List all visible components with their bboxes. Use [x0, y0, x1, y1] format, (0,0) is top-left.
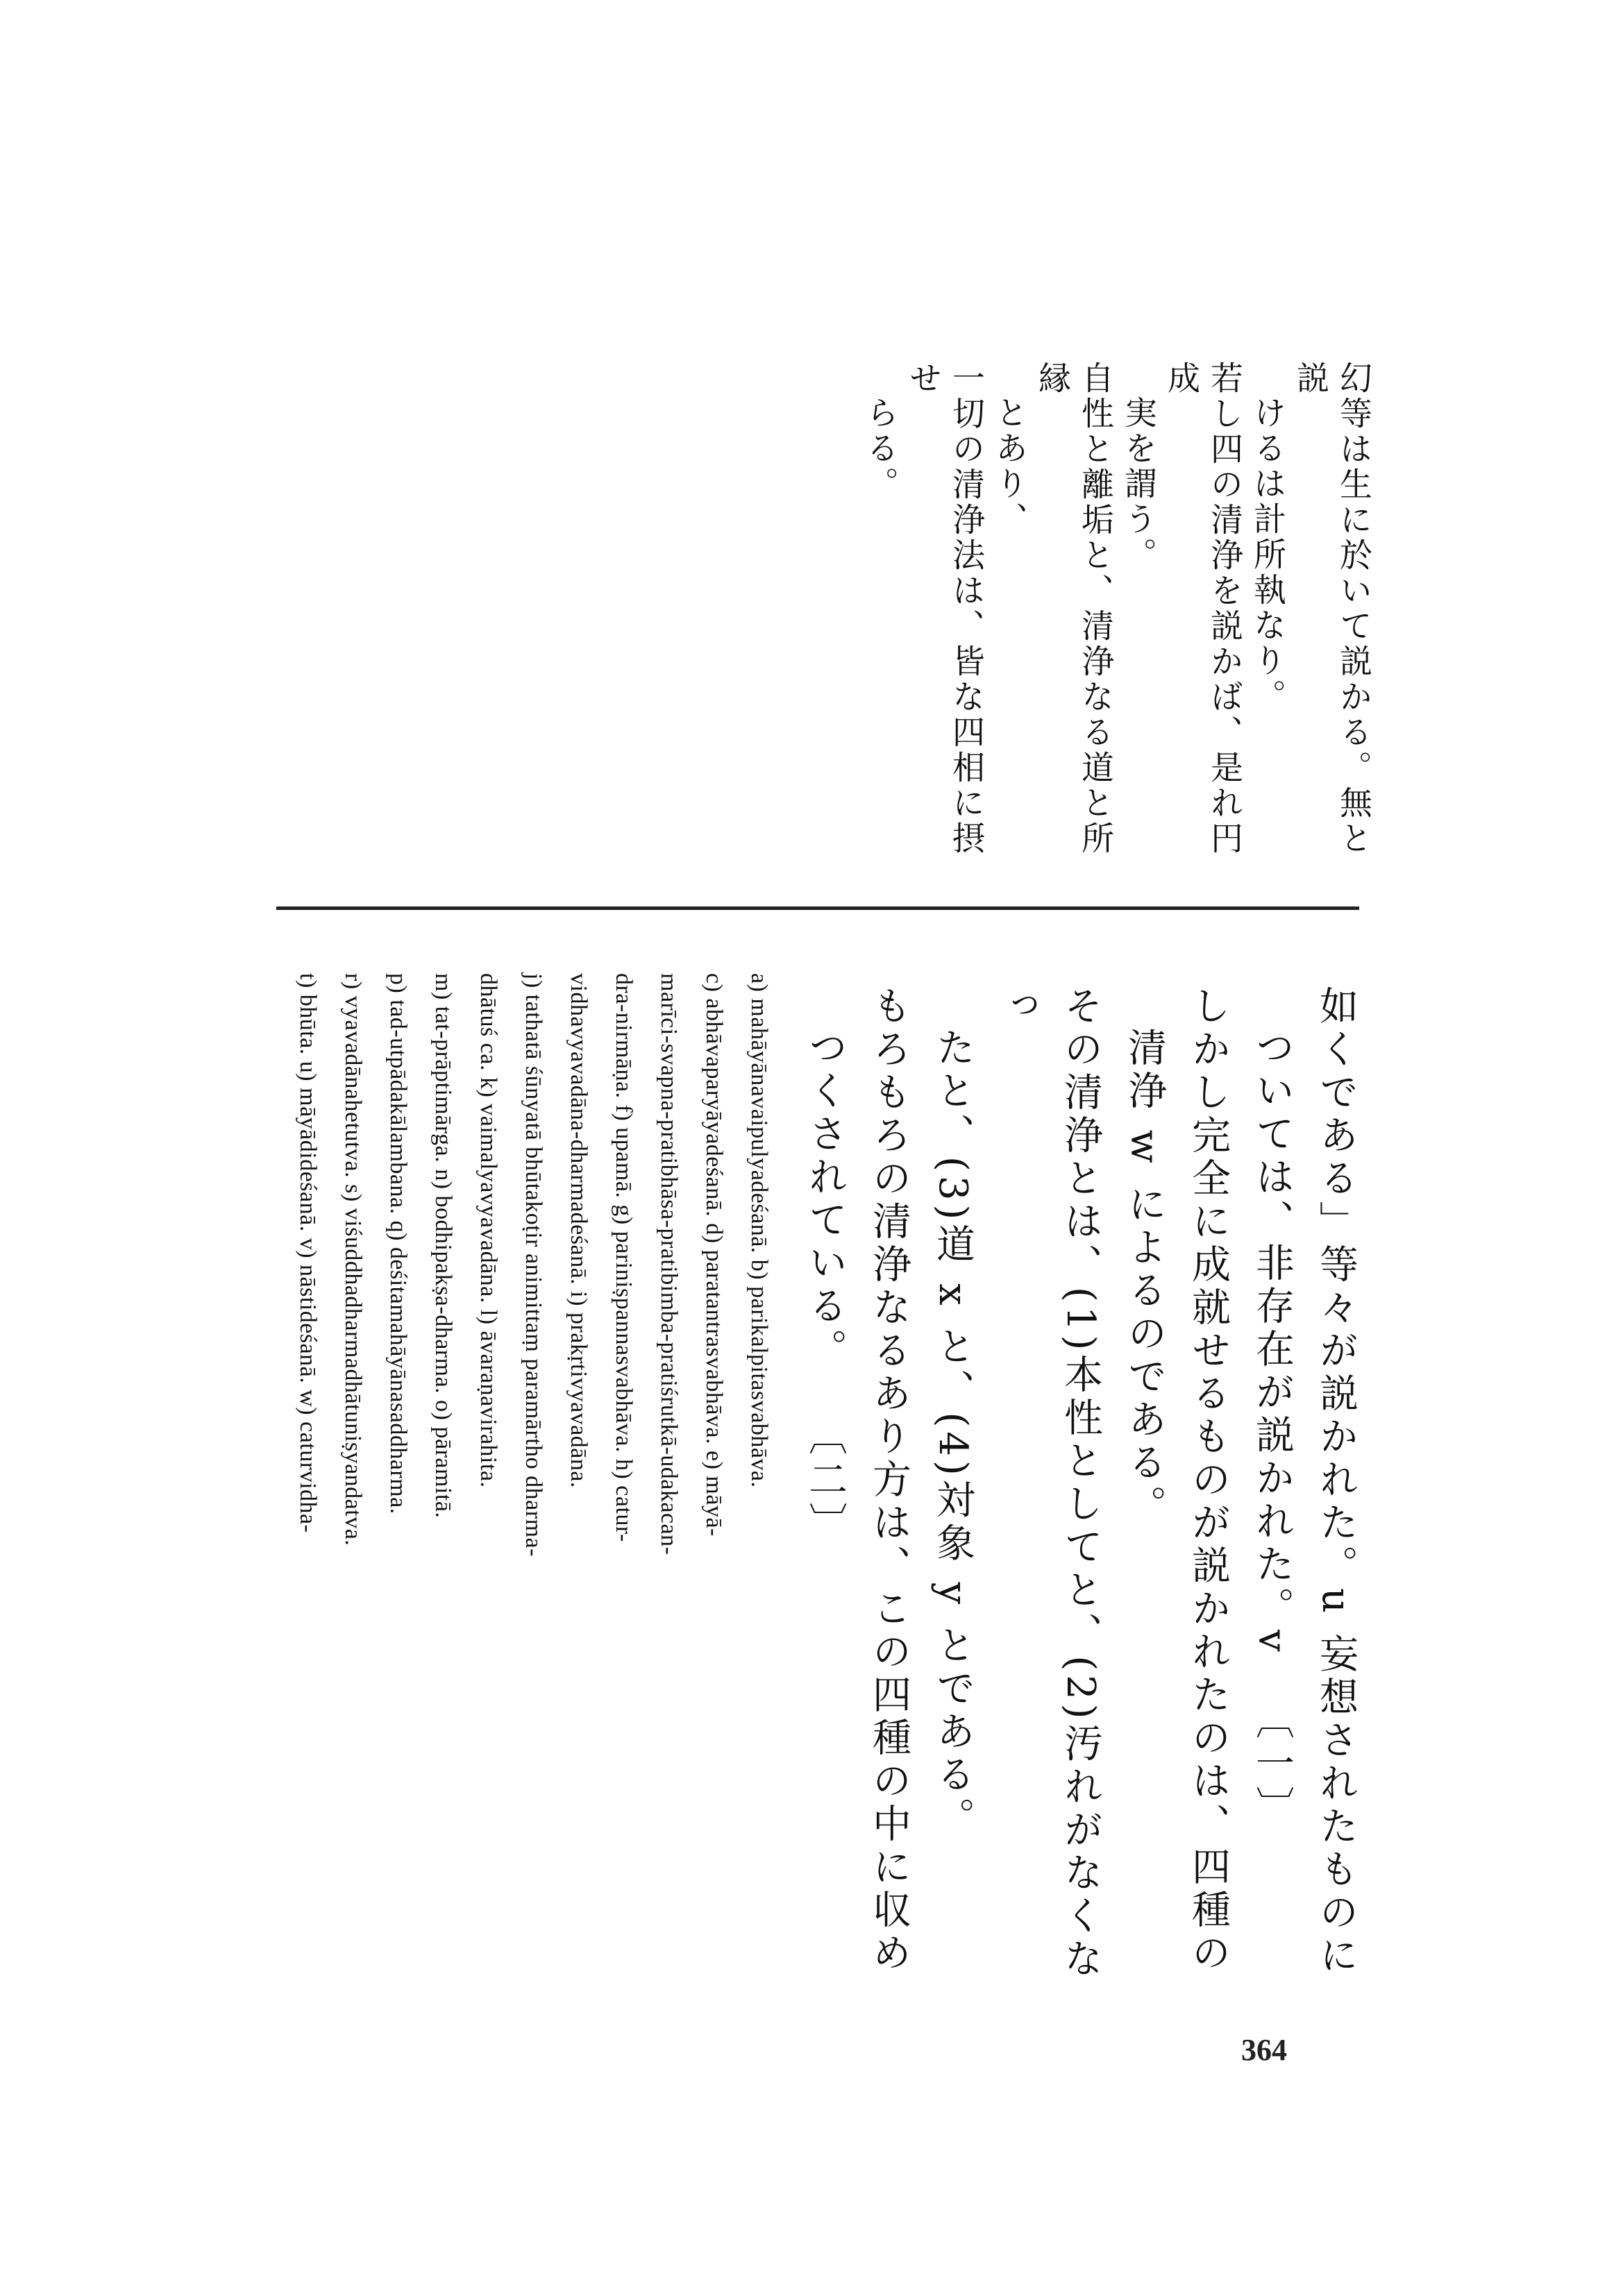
- verse-line: らる。: [861, 396, 899, 502]
- section-marker-two: 〔二〕: [802, 1415, 848, 1545]
- footnote-line: r) vyavadānahetutva. s) viśuddhadharmadhātuniṣyandatva.: [340, 973, 366, 1546]
- prose-line: その清浄とは、(1)本性としてと、(2)汚れがなくなっ: [994, 986, 1103, 1982]
- footnote-line: dhātuś ca. k) vaimalyavyavadāna. l) āvaraṇavirahita.: [476, 973, 501, 1488]
- prose-line: しかし完全に成就せるものが説かれたのは、四種の: [1186, 986, 1231, 1975]
- prose-block: [802, 986, 1368, 1999]
- verse-line: 若し四の清浄を説かば、是れ円成: [1162, 361, 1243, 856]
- prose-line: もろもろの清浄なるあり方は、この四種の中に収め: [866, 986, 911, 1975]
- footnote-line: c) abhāvaparyāyadeśanā. d) paratantrasvabhāva. e) māyā-: [701, 973, 727, 1537]
- verse-line: 自性と離垢と、清浄なる道と所縁: [1033, 361, 1114, 856]
- verse-line: けるは計所執なり。: [1248, 396, 1286, 714]
- footnote-line: a) mahāyānavaipulyadeśanā. b) parikalpitasvabhāva.: [746, 973, 772, 1488]
- footnotes-area: [268, 973, 782, 2000]
- prose-line: たと、(3)道 x と、(4)対象 y とである。: [930, 1027, 975, 1841]
- section-marker-one: 〔一〕: [1250, 1700, 1295, 1830]
- verse-block: [861, 361, 1374, 888]
- prose-line-text: ついては、非存在が説かれた。v: [1250, 1027, 1295, 1656]
- verse-line: 実を謂う。: [1119, 396, 1157, 573]
- footnote-line: m) tat-prāptimārga. n) bodhipakṣa-dharma. o) pāramitā.: [430, 973, 456, 1519]
- footnote-line: marīci-svapna-pratibhāsa-pratibimba-pratiśrutkā-udakacan-: [656, 973, 682, 1555]
- verse-line: 一切の清浄法は、皆な四相に摂せ: [904, 361, 985, 856]
- prose-line: [1240, 986, 1304, 1999]
- page-number: 364: [1241, 2033, 1287, 2067]
- footnote-line: j) tathatā śūnyatā bhūtakoṭir animittaṃ paramārtho dharma-: [521, 973, 546, 1557]
- prose-line-text: つくされている。: [802, 1027, 848, 1371]
- section-divider: [276, 906, 1359, 910]
- footnote-line: dra-nirmāṇa. f) upamā. g) pariniṣpannasvabhāva. h) catur-: [611, 973, 637, 1542]
- footnote-line: t) bhūta. u) māyādideśanā. v) nāstideśanā. w) caturvidha-: [295, 973, 321, 1533]
- verse-line: 幻等は生に於いて説かる。無と説: [1291, 361, 1372, 856]
- prose-line: 清浄 w によるのである。: [1122, 1027, 1167, 1528]
- prose-line: [793, 986, 857, 1999]
- footnotes: [268, 973, 782, 2000]
- prose-line: 如くである」等々が説かれた。u 妄想されたものに: [1313, 986, 1359, 1978]
- footnote-line: vidhavyavadāna-dharmadeśanā. i) prakṛtivyavadāna.: [566, 973, 591, 1488]
- verse-line: とあり、: [990, 396, 1028, 537]
- footnote-line: p) tad-utpādakālambana. q) deśitamahāyānasaddharma.: [385, 973, 411, 1514]
